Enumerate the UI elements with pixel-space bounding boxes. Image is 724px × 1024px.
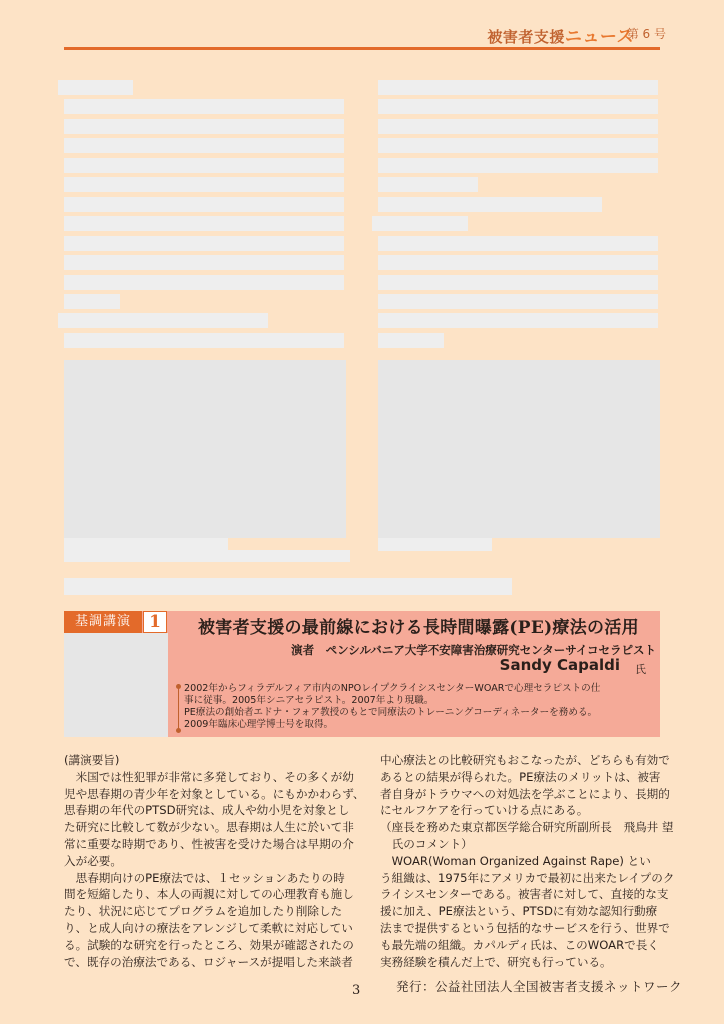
redacted-speaker-photo [64,633,168,737]
text-line: 援に加え、PE療法という、PTSDに有効な認知行動療 [380,904,658,919]
redacted-bar [378,294,658,309]
text-line: たり、状況に応じてプログラムを追加したり削除した [64,904,343,919]
redacted-bar [378,236,658,251]
redacted-bar [64,138,344,153]
redacted-bar [378,333,444,348]
text-line: 間を短縮したり、本人の両親に対しての心理教育も施し [64,887,354,902]
text-line: 思春期の年代のPTSD研究は、成人や幼小児を対象とし [64,803,350,818]
text-line: にセルフケアを行っていける点にある。 [380,803,589,818]
redacted-bar [64,197,344,212]
text-line: り、と成人向けの療法をアレンジして柔軟に対応してい [64,920,353,935]
text-line: 実務経験を積んだ上で、研究も行っている。 [380,954,612,969]
text-line: 者自身がトラウマへの対処法を学ぶことにより、長期的 [380,786,670,801]
bio-timeline-dot [176,684,181,689]
redacted-bar [378,158,658,173]
bio-line: 事に従事。2005年シニアセラピスト。2007年より現職。 [184,695,434,706]
redacted-bar [378,119,658,134]
redacted-bar [378,177,478,192]
redacted-photo-left [64,360,346,538]
header-rule [64,47,660,50]
speaker-affiliation: 演者 ペンシルバニア大学不安障害治療研究センターサイコセラピスト [291,643,656,657]
text-line: も最先端の組織。カパルディ氏は、このWOARで長く [380,937,659,952]
text-line: る。試験的な研究を行ったところ、効果が確認されたの [64,937,354,952]
speaker-name: Sandy Capaldi [499,656,620,674]
redacted-bar [64,119,344,134]
redacted-bar [378,138,658,153]
bio-line: 2002年からフィラデルフィア市内のNPOレイプクライシスセンターWOARで心理セラピストの仕 [184,683,601,694]
text-line: 米国では性犯罪が非常に多発しており、その多くが幼 [64,769,354,784]
issue-number: 第 6 号 [626,27,666,41]
redacted-bar [58,313,268,328]
newsletter-title [487,22,634,47]
text-line: で、既存の治療法である、ロジャースが提唱した来談者 [64,954,353,969]
keynote-title: 被害者支援の最前線における長時間曝露(PE)療法の活用 [198,618,639,638]
redacted-bar [378,197,602,212]
redacted-bar [64,294,120,309]
text-line: 入が必要。 [64,853,122,868]
text-line: 児や思春期の青少年を対象としている。にもかかわらず、 [64,786,365,801]
text-line: 思春期向けのPE療法では、１セッションあたりの時 [64,870,345,885]
page-number: 3 [352,983,361,998]
bio-timeline-line [178,684,179,732]
redacted-caption [64,550,350,562]
text-line: あるとの結果が得られた。PE療法のメリットは、被害 [380,769,661,784]
speaker-honorific: 氏 [635,663,646,676]
redacted-bar [64,158,344,173]
redacted-bar [378,99,658,114]
redacted-bar [378,275,658,290]
text-line: う組織は、1975年にアメリカで最初に出来たレイプのク [380,870,675,885]
newsletter-title-main: 被害者支援 [487,28,565,46]
text-line: 法まで提供するという包括的なサービスを行う、世界で [380,920,670,935]
redacted-bar [64,275,344,290]
redacted-bar [64,333,344,348]
text-line: 氏のコメント） [380,836,473,851]
bio-timeline-dot [176,728,181,733]
redacted-bar [64,236,344,251]
bio-line: 2009年臨床心理学博士号を取得。 [184,719,334,730]
redacted-bar [372,216,468,231]
redacted-bar [64,177,344,192]
redacted-caption [64,538,228,550]
redacted-bar [378,255,658,270]
redacted-bar [378,313,658,328]
redacted-photo-right [378,360,660,538]
redacted-bar [64,99,344,114]
redacted-caption [378,538,492,551]
publisher: 発行：公益社団法人全国被害者支援ネットワーク [396,979,683,994]
text-line: 中心療法との比較研究もおこなったが、どちらも有効で [380,753,670,767]
text-line: (講演要旨) [64,753,120,767]
speaker-bio [184,683,644,731]
redacted-bar [58,80,133,95]
body-column-right [380,752,675,970]
newsletter-title-accent: ニュース [564,27,634,47]
text-line: ライシスセンターである。被害者に対して、直接的な支 [380,887,669,902]
keynote-tag: 基調講演 [64,611,142,633]
text-line: た研究に比較して数が少ない。思春期は人生に於いて非 [64,820,354,835]
text-line: 常に重要な時期であり、性被害を受けた場合は早期の介 [64,836,354,851]
text-line: WOAR(Woman Organized Against Rape) とい [380,853,651,868]
redacted-bar [378,80,658,95]
redacted-bar [64,255,344,270]
body-column-left [64,752,365,970]
bio-line: PE療法の創始者エドナ・フォア教授のもとで同療法のトレーニングコーディネーターを務める。 [184,707,598,718]
redacted-caption [64,578,512,595]
redacted-bar [64,216,344,231]
text-line: （座長を務めた東京都医学総合研究所副所長 飛鳥井 望 [380,820,674,835]
keynote-number: 1 [143,611,167,633]
